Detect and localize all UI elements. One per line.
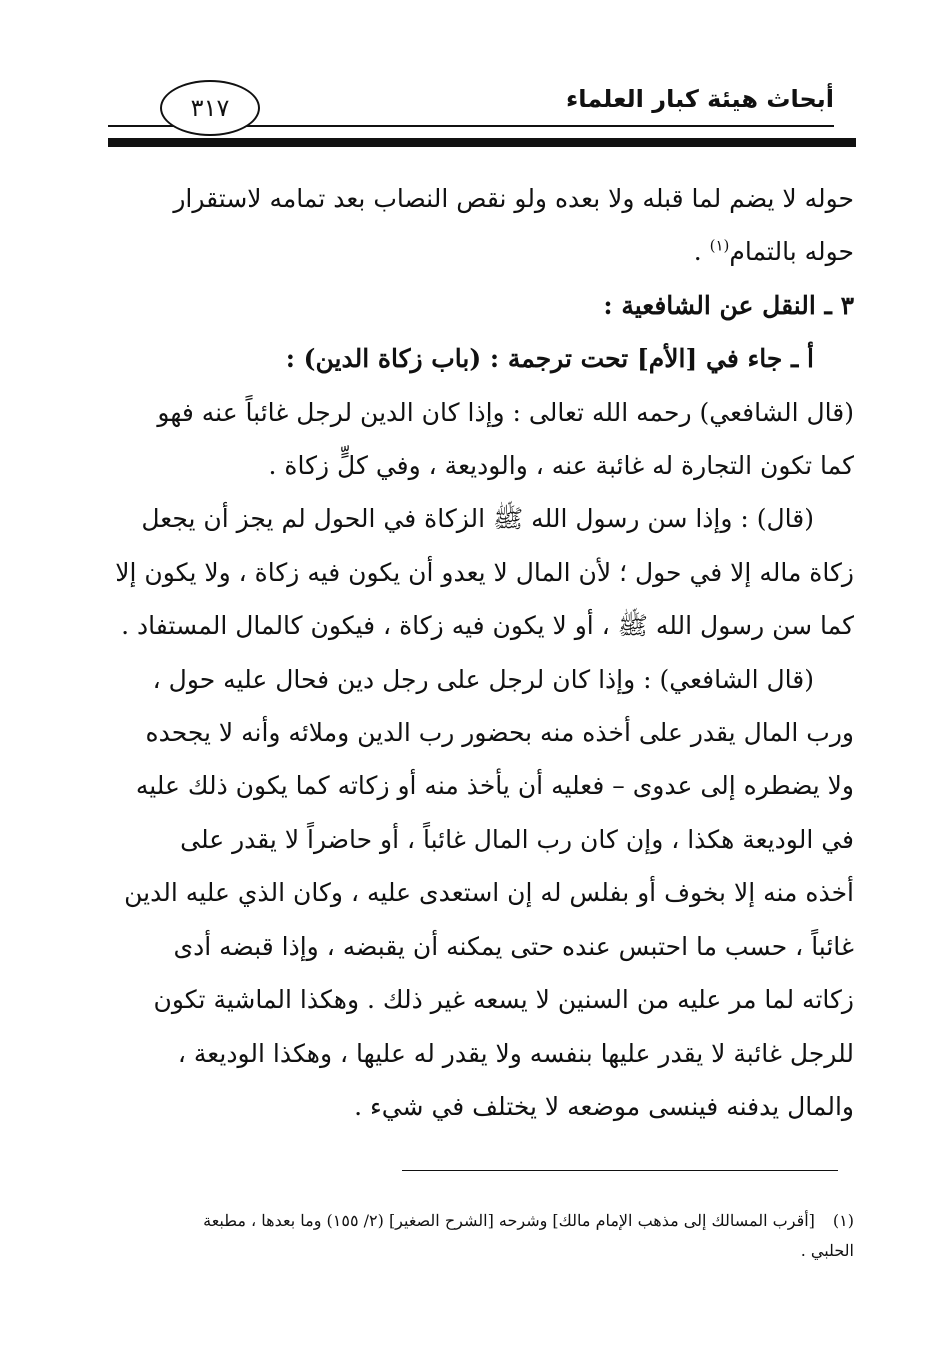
body-line: كما سن رسول الله ﷺ ، أو لا يكون فيه زكاة ، فيكون كالمال المستفاد . — [121, 611, 854, 641]
body-line — [100, 225, 854, 278]
body-line: كما تكون التجارة له غائبة عنه ، والوديعة ، وفي كلٍّ زكاة . — [268, 451, 854, 481]
body-line: ولا يضطره إلى عدوى – فعليه أن يأخذ منه أو زكاته كما يكون ذلك عليه — [135, 771, 854, 801]
page-number: ٣١٧ — [160, 80, 260, 136]
body-line: زكاة ماله إلا في حول ؛ لأن المال لا يعدو أن يكون فيه زكاة ، ولا يكون إلا — [115, 557, 854, 587]
footnote-marker: (١) — [832, 1211, 854, 1230]
footnote-text: [أقرب المسالك إلى مذهب الإمام مالك] وشرحه [الشرح الصغير] (٢/ ١٥٥) وما بعدها ، مطبعة — [203, 1211, 815, 1230]
footnote-separator — [402, 1170, 838, 1171]
body-text — [100, 172, 854, 1133]
body-line: ورب المال يقدر على أخذه منه بحضور رب الدين وملائه وأنه لا يجحده — [145, 718, 854, 748]
body-line: زكاته لما مر عليه من السنين لا يسعه غير ذلك . وهكذا الماشية تكون — [153, 985, 854, 1015]
body-line: والمال يدفنه فينسى موضعه لا يختلف في شيء . — [354, 1091, 854, 1121]
section-heading: ٣ ـ النقل عن الشافعية : — [603, 290, 854, 320]
body-line: (قال الشافعي) : وإذا كان لرجل على رجل دين فحال عليه حول ، — [152, 664, 814, 694]
body-line: للرجل غائبة لا يقدر عليها بنفسه ولا يقدر له عليها ، وهكذا الوديعة ، — [177, 1038, 854, 1068]
body-line-end: . — [693, 237, 710, 267]
body-line-text: حوله بالتمام — [729, 237, 854, 267]
footnote — [100, 1206, 854, 1266]
body-line: أخذه منه إلا بخوف أو بفلس له إن استعدى عليه ، وكان الذي عليه الدين — [124, 878, 854, 908]
running-title: أبحاث هيئة كبار العلماء — [565, 85, 834, 113]
body-line: حوله لا يضم لما قبله ولا بعده ولو نقص النصاب بعد تمامه لاستقرار — [173, 184, 854, 213]
subsection-heading: أ ـ جاء في [الأم] تحت ترجمة : (باب زكاة الدين) : — [285, 344, 814, 374]
body-line: غائباً ، حسب ما احتبس عنده حتى يمكنه أن يقبضه ، وإذا قبضه أدى — [173, 931, 854, 961]
footnote-line — [100, 1206, 854, 1236]
footnote-reference: (١) — [709, 237, 730, 256]
header-rule-thick — [108, 138, 856, 147]
body-line: في الوديعة هكذا ، وإن كان رب المال غائباً ، أو حاضراً لا يقدر على — [180, 824, 854, 854]
body-line: (قال) : وإذا سن رسول الله ﷺ الزكاة في الحول لم يجز أن يجعل — [141, 504, 814, 534]
body-line: (قال الشافعي) رحمه الله تعالى : وإذا كان الدين لرجل غائباً عنه فهو — [157, 397, 854, 427]
footnote-line: الحلبي . — [800, 1241, 854, 1260]
